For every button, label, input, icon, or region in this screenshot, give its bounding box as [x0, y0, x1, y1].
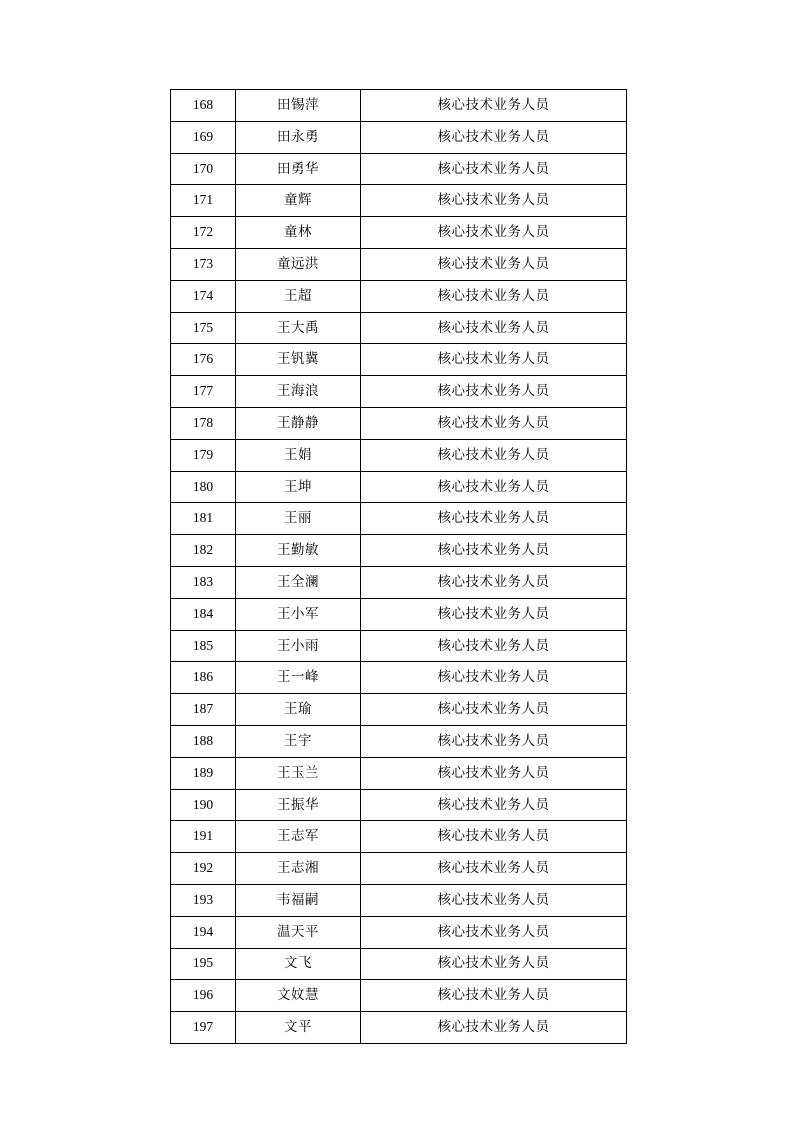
table-row — [171, 1012, 627, 1044]
cell-name: 王丽 — [236, 503, 361, 535]
table-row — [171, 789, 627, 821]
cell-index: 181 — [171, 503, 236, 535]
cell-name: 王振华 — [236, 789, 361, 821]
cell-role: 核心技术业务人员 — [361, 280, 627, 312]
table-row — [171, 185, 627, 217]
cell-name: 童远洪 — [236, 248, 361, 280]
cell-role: 核心技术业务人员 — [361, 630, 627, 662]
cell-role: 核心技术业务人员 — [361, 407, 627, 439]
cell-role: 核心技术业务人员 — [361, 821, 627, 853]
roster-table — [170, 89, 627, 1044]
cell-role: 核心技术业务人员 — [361, 185, 627, 217]
cell-name: 田勇华 — [236, 153, 361, 185]
cell-name: 王宇 — [236, 725, 361, 757]
table-row — [171, 439, 627, 471]
table-row — [171, 312, 627, 344]
cell-index: 185 — [171, 630, 236, 662]
roster-table-container — [170, 89, 625, 1044]
table-row — [171, 566, 627, 598]
cell-index: 187 — [171, 694, 236, 726]
table-row — [171, 630, 627, 662]
cell-index: 184 — [171, 598, 236, 630]
table-row — [171, 535, 627, 567]
cell-name: 文平 — [236, 1012, 361, 1044]
table-row — [171, 598, 627, 630]
table-row — [171, 280, 627, 312]
cell-name: 文妏慧 — [236, 980, 361, 1012]
cell-role: 核心技术业务人员 — [361, 471, 627, 503]
cell-name: 童林 — [236, 217, 361, 249]
cell-name: 王小军 — [236, 598, 361, 630]
cell-role: 核心技术业务人员 — [361, 789, 627, 821]
cell-index: 178 — [171, 407, 236, 439]
cell-index: 169 — [171, 121, 236, 153]
cell-role: 核心技术业务人员 — [361, 566, 627, 598]
cell-index: 192 — [171, 853, 236, 885]
cell-name: 王玉兰 — [236, 757, 361, 789]
cell-index: 175 — [171, 312, 236, 344]
table-row — [171, 980, 627, 1012]
table-row — [171, 248, 627, 280]
table-row — [171, 916, 627, 948]
cell-role: 核心技术业务人员 — [361, 344, 627, 376]
cell-role: 核心技术业务人员 — [361, 376, 627, 408]
cell-role: 核心技术业务人员 — [361, 535, 627, 567]
cell-name: 田锡萍 — [236, 90, 361, 122]
table-row — [171, 821, 627, 853]
cell-role: 核心技术业务人员 — [361, 90, 627, 122]
roster-table-body — [171, 90, 627, 1044]
cell-index: 186 — [171, 662, 236, 694]
cell-index: 174 — [171, 280, 236, 312]
table-row — [171, 217, 627, 249]
cell-role: 核心技术业务人员 — [361, 884, 627, 916]
table-row — [171, 153, 627, 185]
cell-index: 197 — [171, 1012, 236, 1044]
table-row — [171, 471, 627, 503]
cell-index: 172 — [171, 217, 236, 249]
cell-index: 180 — [171, 471, 236, 503]
cell-name: 王全澜 — [236, 566, 361, 598]
cell-index: 173 — [171, 248, 236, 280]
cell-role: 核心技术业务人员 — [361, 503, 627, 535]
table-row — [171, 757, 627, 789]
cell-role: 核心技术业务人员 — [361, 1012, 627, 1044]
cell-index: 193 — [171, 884, 236, 916]
cell-role: 核心技术业务人员 — [361, 153, 627, 185]
cell-index: 194 — [171, 916, 236, 948]
cell-name: 王志湘 — [236, 853, 361, 885]
cell-name: 王娟 — [236, 439, 361, 471]
table-row — [171, 884, 627, 916]
table-row — [171, 90, 627, 122]
cell-name: 王小雨 — [236, 630, 361, 662]
cell-name: 韦福嗣 — [236, 884, 361, 916]
cell-role: 核心技术业务人员 — [361, 121, 627, 153]
cell-name: 童辉 — [236, 185, 361, 217]
cell-role: 核心技术业务人员 — [361, 725, 627, 757]
cell-name: 王钒冀 — [236, 344, 361, 376]
cell-name: 文飞 — [236, 948, 361, 980]
table-row — [171, 407, 627, 439]
cell-role: 核心技术业务人员 — [361, 248, 627, 280]
cell-name: 王海浪 — [236, 376, 361, 408]
cell-role: 核心技术业务人员 — [361, 312, 627, 344]
cell-name: 王瑜 — [236, 694, 361, 726]
table-row — [171, 725, 627, 757]
cell-role: 核心技术业务人员 — [361, 217, 627, 249]
cell-index: 188 — [171, 725, 236, 757]
cell-name: 温天平 — [236, 916, 361, 948]
cell-name: 王坤 — [236, 471, 361, 503]
cell-index: 177 — [171, 376, 236, 408]
cell-role: 核心技术业务人员 — [361, 916, 627, 948]
cell-name: 王志军 — [236, 821, 361, 853]
table-row — [171, 121, 627, 153]
cell-name: 王勤敏 — [236, 535, 361, 567]
cell-role: 核心技术业务人员 — [361, 598, 627, 630]
cell-name: 王大禹 — [236, 312, 361, 344]
cell-role: 核心技术业务人员 — [361, 948, 627, 980]
cell-role: 核心技术业务人员 — [361, 757, 627, 789]
cell-index: 171 — [171, 185, 236, 217]
cell-index: 183 — [171, 566, 236, 598]
cell-name: 王超 — [236, 280, 361, 312]
cell-index: 182 — [171, 535, 236, 567]
cell-role: 核心技术业务人员 — [361, 662, 627, 694]
table-row — [171, 503, 627, 535]
cell-name: 王静静 — [236, 407, 361, 439]
cell-index: 195 — [171, 948, 236, 980]
table-row — [171, 344, 627, 376]
cell-index: 191 — [171, 821, 236, 853]
cell-index: 176 — [171, 344, 236, 376]
cell-index: 190 — [171, 789, 236, 821]
cell-role: 核心技术业务人员 — [361, 853, 627, 885]
table-row — [171, 694, 627, 726]
table-row — [171, 948, 627, 980]
cell-index: 170 — [171, 153, 236, 185]
table-row — [171, 853, 627, 885]
cell-index: 168 — [171, 90, 236, 122]
cell-index: 179 — [171, 439, 236, 471]
cell-role: 核心技术业务人员 — [361, 980, 627, 1012]
table-row — [171, 376, 627, 408]
cell-index: 196 — [171, 980, 236, 1012]
cell-name: 王一峰 — [236, 662, 361, 694]
cell-name: 田永勇 — [236, 121, 361, 153]
cell-role: 核心技术业务人员 — [361, 694, 627, 726]
cell-role: 核心技术业务人员 — [361, 439, 627, 471]
cell-index: 189 — [171, 757, 236, 789]
table-row — [171, 662, 627, 694]
